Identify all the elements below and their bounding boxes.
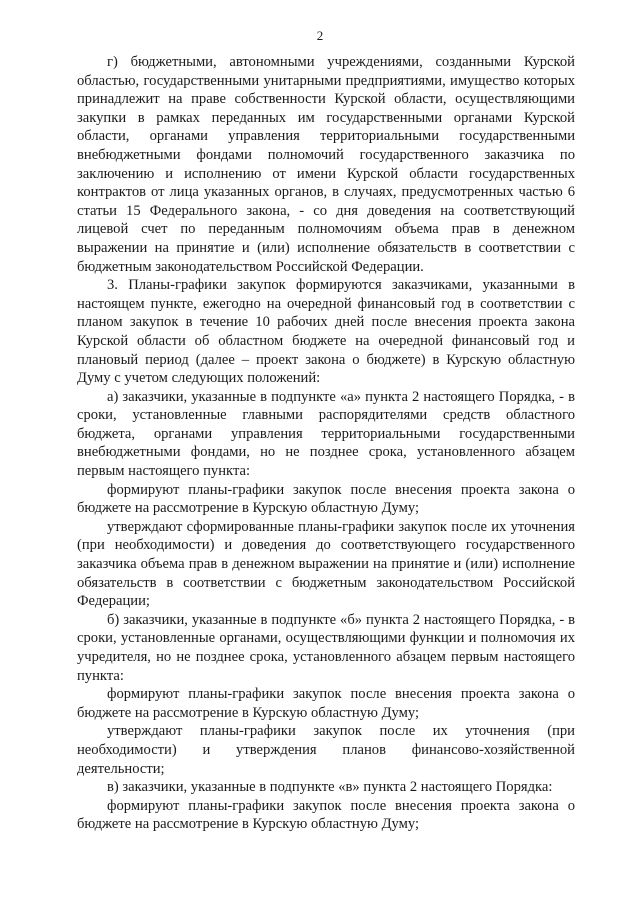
page-number: 2	[316, 28, 324, 43]
paragraph-v-form: формируют планы-графики закупок после внесения проекта закона о бюджете на рассмотрение в Курскую областную Думу;	[77, 797, 575, 833]
paragraph-subitem-a: а) заказчики, указанные в подпункте «а» пункта 2 настоящего Порядка, - в сроки, установленные главными распорядителями средств областного бюджета, органами управления территориальными государственными внебюджетными фондами, но не позднее срока, установленного абзацем первым настоящего пункта:	[77, 388, 575, 480]
document-body	[77, 53, 575, 834]
paragraph-a-form: формируют планы-графики закупок после внесения проекта закона о бюджете на рассмотрение в Курскую областную Думу;	[77, 481, 575, 517]
paragraph-subitem-b: б) заказчики, указанные в подпункте «б» пункта 2 настоящего Порядка, - в сроки, установленные органами, осуществляющими функции и полномочия их учредителя, но не позднее срока, установленного абзацем первым настоящего пункта:	[77, 611, 575, 684]
paragraph-item-3: 3. Планы-графики закупок формируются заказчиками, указанными в настоящем пункте, ежегодно на очередной финансовый год в соответствии с планом закупок в течение 10 рабочих дней после внесения проекта закона Курской области об областном бюджете на очередной финансовый год и плановый период (далее – проект закона о бюджете) в Курскую областную Думу с учетом следующих положений:	[77, 277, 575, 387]
paragraph-b-approve: утверждают планы-графики закупок после их уточнения (при необходимости) и утверждения планов финансово-хозяйственной деятельности;	[77, 723, 575, 777]
paragraph-subitem-v: в) заказчики, указанные в подпункте «в» пункта 2 настоящего Порядка:	[107, 779, 553, 796]
paragraph-b-form: формируют планы-графики закупок после внесения проекта закона о бюджете на рассмотрение в Курскую областную Думу;	[77, 686, 575, 721]
paragraph-subitem-g: г) бюджетными, автономными учреждениями, созданными Курской областью, государственными унитарными предприятиями, имущество которых принадлежит на праве собственности Курской области, осуществляющими закупки в рамках переданных им государственными органами Курской области, органами управления территориальными государственными внебюджетными фондами полномочий государственного заказчика по заключению и исполнению от имени Курской области государственных контрактов от лица указанных органов, в случаях, предусмотренных частью 6 статьи 15 Федерального закона, - со дня доведения на соответствующий лицевой счет по переданным полномочиям объема прав в денежном выражении на принятие и (или) исполнение обязательств в соответствии с бюджетным законодательством Российской Федерации.	[77, 54, 575, 275]
paragraph-a-approve: утверждают сформированные планы-графики закупок после их уточнения (при необходимости) и доведения до соответствующего государственного заказчика объема прав в денежном выражении на принятие и (или) исполнение обязательств в соответствии с бюджетным законодательством Российской Федерации;	[77, 518, 575, 610]
